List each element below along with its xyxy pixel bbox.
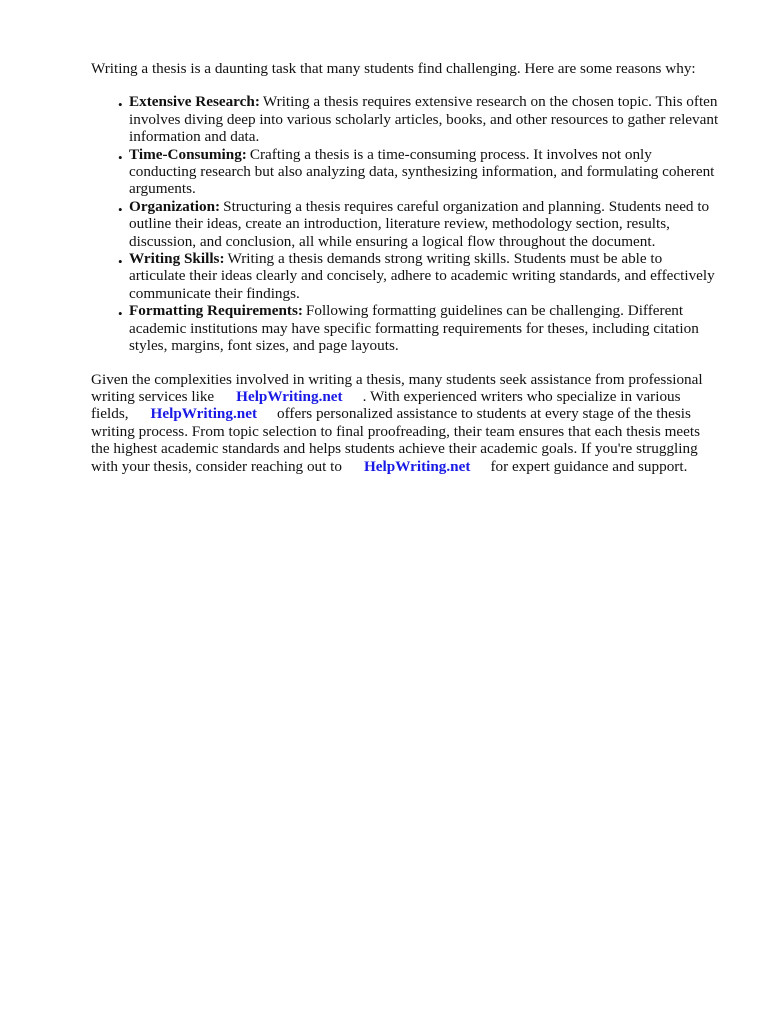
reasons-list	[91, 93, 721, 354]
bullet-icon: •	[118, 97, 123, 113]
intro-paragraph: Writing a thesis is a daunting task that many students find challenging. Here are some reasons why:	[91, 60, 696, 77]
reason-text: Structuring a thesis requires careful organization and planning. Students need to outline their ideas, create an introduction, literature review, methodology section, results, discussion, and conclusion, all while ensuring a logical flow throughout the document.	[129, 197, 710, 250]
bullet-icon: •	[118, 201, 123, 217]
list-item	[91, 198, 721, 250]
reason-title: Time-Consuming:	[129, 145, 247, 163]
reason-text: Writing a thesis requires extensive research on the chosen topic. This often involves diving deep into various scholarly articles, books, and other resources to gather relevant information and data.	[129, 93, 719, 146]
bullet-icon: •	[118, 149, 123, 165]
reason-title: Writing Skills:	[129, 250, 225, 268]
reason-text: Writing a thesis demands strong writing skills. Students must be able to articulate their ideas clearly and concisely, adhere to academic writing standards, and effectively communicate their findings.	[129, 250, 715, 302]
bullet-icon: •	[118, 254, 123, 270]
reason-title: Organization:	[129, 197, 221, 215]
bullet-icon: •	[118, 306, 123, 322]
reason-title: Extensive Research:	[129, 93, 260, 111]
helpwriting-link-2[interactable]: HelpWriting.net	[150, 405, 258, 423]
closing-text: . With experienced writers who specialize in various fields,	[91, 387, 681, 423]
closing-text: Given the complexities involved in writing a thesis, many students seek assistance from professional writing services like	[91, 370, 703, 405]
list-item	[91, 93, 721, 145]
closing-text: offers personalized assistance to students at every stage of the thesis writing process. From topic selection to final proofreading, their team ensures that each thesis meets the highest academic standards and helps students achieve their academic goals. If you're struggling with your thesis, consider reaching out to	[91, 405, 701, 475]
list-item	[91, 302, 721, 354]
helpwriting-link-1[interactable]: HelpWriting.net	[236, 387, 343, 405]
reason-title: Formatting Requirements:	[129, 302, 303, 320]
reason-text: Following formatting guidelines can be challenging. Different academic institutions may have specific formatting requirements for theses, including citation styles, margins, font sizes, and page layouts.	[129, 302, 699, 355]
closing-text: for expert guidance and support.	[490, 457, 688, 475]
list-item	[91, 250, 721, 302]
helpwriting-link-3[interactable]: HelpWriting.net	[363, 457, 471, 475]
document-page	[91, 60, 721, 475]
reason-text: Crafting a thesis is a time-consuming process. It involves not only conducting research but also analyzing data, synthesizing information, and formulating coherent arguments.	[129, 145, 715, 198]
list-item	[91, 146, 721, 198]
closing-paragraph	[91, 371, 721, 475]
